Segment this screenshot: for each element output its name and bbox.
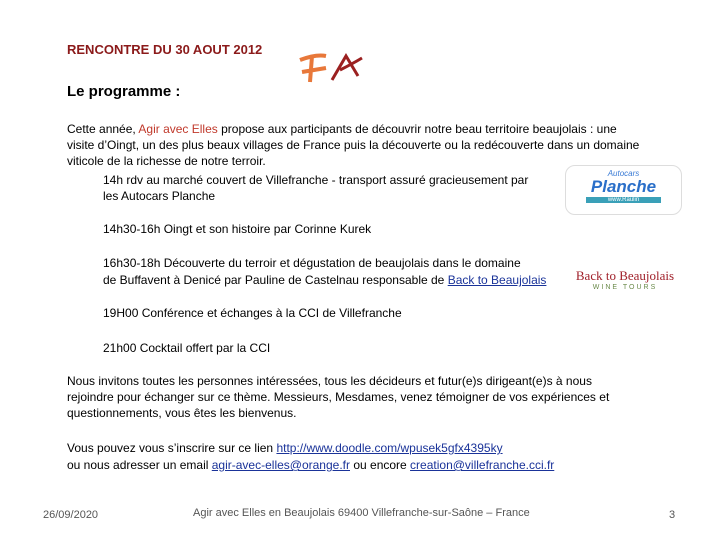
page-number: 3 [669,509,676,521]
doodle-link[interactable]: http://www.doodle.com/wpusek5gfx4395ky [276,441,503,455]
back-to-beaujolais-logo: Back to Beaujolais WINE TOURS [575,268,675,291]
invite-line-1: Nous invitons toutes les personnes intéressées, tous les décideurs et futur(e)s dirigeant(e)s à nous [67,374,592,388]
email-cci-link[interactable]: creation@villefranche.cci.fr [410,458,555,472]
invite-line-2: rejoindre pour échanger sur ce thème. Messieurs, Mesdames, venez témoigner de vos expériences et [67,390,610,404]
footer-text: Agir avec Elles en Beaujolais 69400 Villefranche-sur-Saône – France [193,507,530,519]
signup-line-2: ou nous adresser un email agir-avec-elles@orange.fr ou encore creation@villefranche.cci.fr [67,458,555,472]
autocars-planche-logo: Autocars Planche www.Raulin [565,165,682,215]
programme-heading: Le programme : [67,83,181,100]
agir-avec-elles-logo [296,50,366,86]
program-item-1: 14h rdv au marché couvert de Villefranche - transport assuré gracieusement par [103,173,529,187]
program-item-4: 19H00 Conférence et échanges à la CCI de Villefranche [103,306,402,320]
invite-line-3: questionnements, vous êtes les bienvenus. [67,406,297,420]
intro-line-3: viticole de la richesse de notre terroir. [67,154,266,168]
page-title: RENCONTRE DU 30 AOUT 2012 [67,42,263,57]
signup-line-1: Vous pouvez vous s’inscrire sur ce lien http://www.doodle.com/wpusek5gfx4395ky [67,441,503,455]
program-item-3-cont: de Buffavent à Denicé par Pauline de Castelnau responsable de Back to Beaujolais [103,273,547,287]
program-item-2: 14h30-16h Oingt et son histoire par Corinne Kurek [103,222,372,236]
program-item-5: 21h00 Cocktail offert par la CCI [103,341,271,355]
back-to-beaujolais-link[interactable]: Back to Beaujolais [447,273,547,287]
intro-line-1: Cette année, Agir avec Elles propose aux participants de découvrir notre beau territoire beaujolais : une [67,122,617,136]
program-item-3: 16h30-18h Découverte du terroir et dégustation de beaujolais dans le domaine [103,256,521,270]
intro-line-2: visite d’Oingt, un des plus beaux villages de France puis la découverte ou la redécouverte dans un domaine [67,138,640,152]
email-agir-link[interactable]: agir-avec-elles@orange.fr [211,458,350,472]
org-name: Agir avec Elles [138,122,218,136]
program-item-1-cont: les Autocars Planche [103,189,216,203]
footer-date: 26/09/2020 [43,509,99,521]
